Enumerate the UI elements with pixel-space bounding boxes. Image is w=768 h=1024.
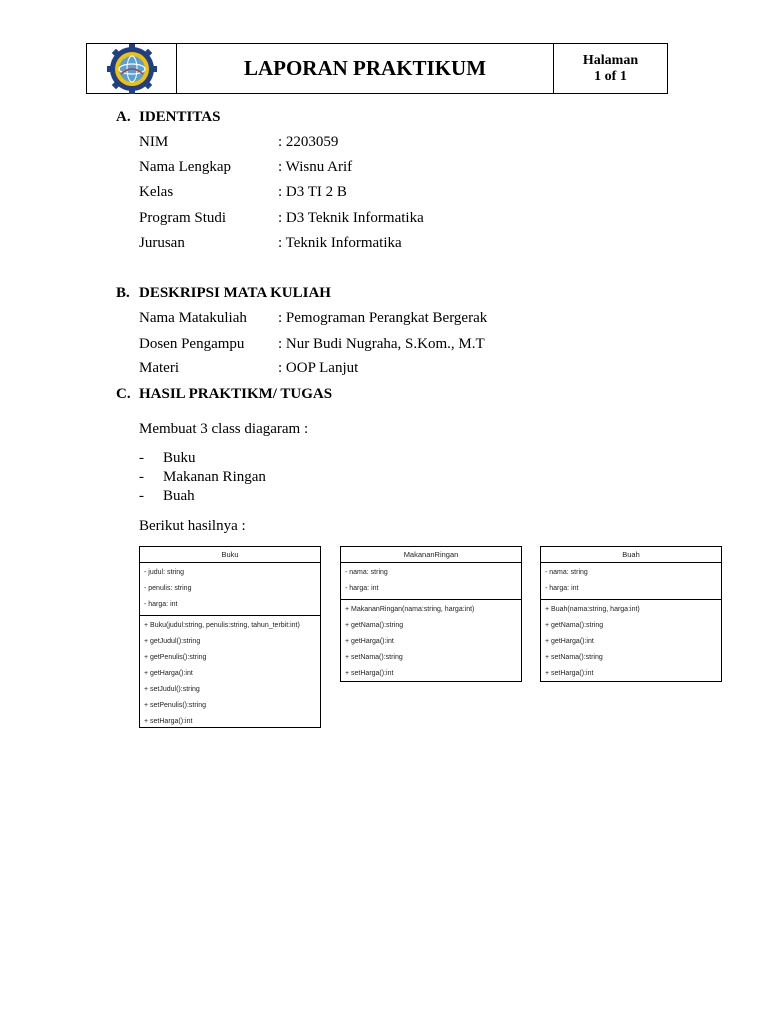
section-a-heading [116, 109, 220, 126]
uml-class-buah [540, 546, 722, 682]
uml-operation: + Buah(nama:string, harga:int) [545, 606, 640, 613]
section-c-heading [116, 386, 332, 403]
section-b-heading [116, 285, 331, 302]
uml-class-name: Buah [541, 547, 721, 563]
list-item: - Makanan Ringan [139, 469, 266, 485]
field-label: Materi [139, 360, 179, 376]
page-label: Halaman [582, 52, 639, 68]
uml-operation: + getNama():string [545, 622, 604, 629]
field-label: Jurusan [139, 235, 185, 251]
uml-operation: + setHarga():int [545, 670, 594, 677]
list-item: - Buku [139, 450, 196, 466]
field-value: : Wisnu Arif [278, 159, 353, 175]
uml-operation: + setPenulis():string [144, 702, 207, 709]
uml-operations [341, 600, 521, 682]
field-value: : D3 TI 2 B [278, 184, 347, 200]
section-number: A. [116, 109, 131, 125]
field-value: : Nur Budi Nugraha, S.Kom., M.T [278, 336, 485, 352]
list-item: - Buah [139, 488, 195, 504]
uml-class-name: MakananRingan [341, 547, 521, 563]
uml-operation: + getHarga():int [144, 670, 193, 677]
uml-operation: + setHarga():int [144, 718, 193, 725]
institution-logo-icon [103, 44, 161, 94]
field-value: : Pemograman Perangkat Bergerak [278, 310, 488, 326]
uml-attributes [140, 563, 320, 616]
uml-operation: + getNama():string [345, 622, 404, 629]
section-title: IDENTITAS [139, 109, 221, 125]
field-label: NIM [139, 134, 169, 150]
list-item-text: Buah [163, 488, 195, 504]
course-row-name [139, 310, 487, 327]
uml-attributes [541, 563, 721, 600]
identity-row-name [139, 159, 352, 176]
uml-attributes [341, 563, 521, 600]
document-header [86, 43, 668, 94]
section-title: DESKRIPSI MATA KULIAH [139, 285, 331, 301]
task-intro: Membuat 3 class diagaram : [139, 421, 309, 437]
field-value: : Teknik Informatika [278, 235, 402, 251]
course-row-lecturer [139, 336, 485, 353]
uml-attribute: - penulis: string [144, 585, 192, 592]
identity-row-nim [139, 134, 338, 151]
uml-operation: + setHarga():int [345, 670, 394, 677]
list-item-text: Makanan Ringan [163, 469, 266, 485]
uml-operation: + getJudul():string [144, 638, 201, 645]
uml-attribute: - nama: string [345, 569, 388, 576]
section-number: C. [116, 386, 131, 402]
field-label: Kelas [139, 184, 174, 200]
page-title: LAPORAN PRAKTIKUM [177, 44, 554, 93]
field-value: : OOP Lanjut [278, 360, 359, 376]
logo-cell [87, 44, 177, 93]
uml-operation: + Buku(judul:string, penulis:string, tahun_terbit:int) [144, 622, 300, 629]
identity-row-class [139, 184, 347, 201]
field-value: : 2203059 [278, 134, 339, 150]
course-row-material [139, 360, 358, 377]
uml-attribute: - nama: string [545, 569, 588, 576]
field-label: Dosen Pengampu [139, 336, 245, 352]
uml-operation: + getHarga():int [545, 638, 594, 645]
uml-operation: + getPenulis():string [144, 654, 207, 661]
result-caption: Berikut hasilnya : [139, 518, 246, 534]
uml-class-name: Buku [140, 547, 320, 563]
uml-attribute: - harga: int [144, 601, 178, 608]
field-label: Program Studi [139, 210, 227, 226]
section-number: B. [116, 285, 130, 301]
uml-operation: + setNama():string [545, 654, 603, 661]
uml-class-makananringan [340, 546, 522, 682]
uml-operation: + setNama():string [345, 654, 403, 661]
field-label: Nama Lengkap [139, 159, 232, 175]
page-value: 1 of 1 [594, 68, 627, 84]
field-label: Nama Matakuliah [139, 310, 247, 326]
uml-attribute: - judul: string [144, 569, 185, 576]
page-info [554, 44, 667, 93]
uml-attribute: - harga: int [345, 585, 379, 592]
uml-operations [140, 616, 320, 730]
list-item-text: Buku [163, 450, 196, 466]
uml-operation: + MakananRingan(nama:string, harga:int) [345, 606, 475, 613]
section-title: HASIL PRAKTIKM/ TUGAS [139, 386, 333, 402]
identity-row-department [139, 235, 402, 252]
uml-attribute: - harga: int [545, 585, 579, 592]
uml-operations [541, 600, 721, 682]
uml-operation: + setJudul():string [144, 686, 200, 693]
uml-operation: + getHarga():int [345, 638, 394, 645]
field-value: : D3 Teknik Informatika [278, 210, 424, 226]
identity-row-program [139, 210, 424, 227]
uml-class-buku [139, 546, 321, 728]
